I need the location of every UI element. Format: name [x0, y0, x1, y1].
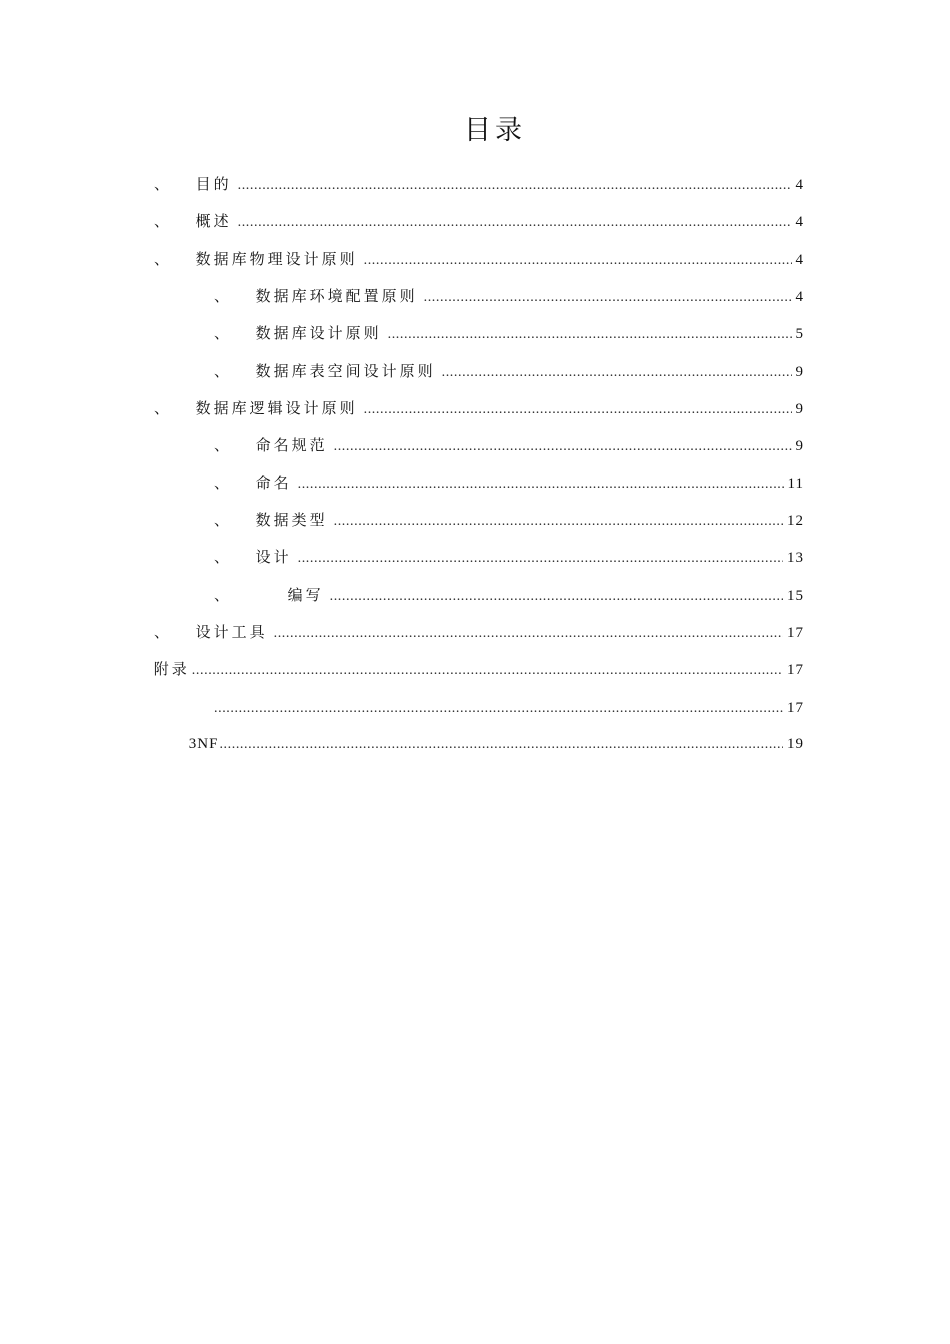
- toc-entry-page: 9: [795, 438, 804, 454]
- toc-entry[interactable]: [154, 621, 804, 643]
- toc-entry[interactable]: [154, 397, 804, 419]
- toc-entry-mark: 、: [154, 623, 173, 641]
- toc-entry[interactable]: [154, 173, 804, 195]
- toc-entry-label: [154, 397, 358, 419]
- toc-entry-mark: 、: [214, 474, 233, 492]
- toc-entry-text: 概述: [195, 212, 232, 230]
- toc-leader-dots: [442, 362, 792, 384]
- toc-entry-label: [214, 322, 382, 344]
- toc-entry-text: 数据类型: [255, 511, 328, 529]
- toc-entry-page: 4: [795, 252, 804, 268]
- toc-leader-dots: [298, 474, 784, 496]
- toc-entry-page: 4: [795, 177, 804, 193]
- toc-entry-mark: 、: [154, 212, 173, 230]
- toc-entry[interactable]: [214, 434, 804, 456]
- toc-entry[interactable]: [214, 584, 804, 606]
- toc-entry-label: [214, 434, 328, 456]
- toc-entry-label: [214, 584, 324, 606]
- toc-leader-dots: [192, 660, 783, 682]
- toc-entry-mark: 、: [214, 324, 233, 342]
- toc-entry-page: 11: [787, 476, 804, 492]
- toc-entry-mark: 、: [214, 586, 233, 604]
- toc-leader-dots: [238, 175, 792, 197]
- toc-leader-dots: [364, 399, 792, 421]
- toc-entry-text: 附录: [153, 660, 190, 678]
- toc-entry-page: 4: [795, 289, 804, 305]
- toc-title: 目录: [464, 115, 526, 146]
- toc-leader-dots: [238, 212, 792, 234]
- toc-entry[interactable]: [214, 360, 804, 382]
- toc-entry[interactable]: [214, 322, 804, 344]
- toc-entry[interactable]: [146, 658, 804, 680]
- toc-entry-mark: 、: [154, 250, 173, 268]
- toc-entry-mark: 、: [154, 399, 173, 417]
- toc-entry-text: 数据库表空间设计原则: [255, 362, 436, 380]
- toc-entry-text: 设计工具: [195, 623, 268, 641]
- toc-entry-text: 设计: [255, 548, 292, 566]
- toc-entry-text: 命名: [255, 474, 292, 492]
- toc-entry-page: 9: [795, 364, 804, 380]
- toc-entry-text: 数据库逻辑设计原则: [195, 399, 358, 417]
- toc-entry-text: 3NF: [188, 736, 219, 752]
- toc-entry-label: [146, 658, 190, 680]
- toc-entry-label: [154, 210, 232, 232]
- toc-entry-page: 13: [787, 550, 804, 566]
- toc-entry-label: [214, 546, 292, 568]
- toc-entry-label: [184, 733, 218, 755]
- toc-leader-dots: [364, 250, 792, 272]
- toc-entry[interactable]: [214, 509, 804, 531]
- toc-leader-dots: [388, 324, 792, 346]
- toc-leader-dots: [298, 548, 783, 570]
- toc-entry-mark: 、: [214, 436, 233, 454]
- toc-leader-dots: [334, 436, 792, 458]
- toc-entry-label: [154, 173, 232, 195]
- toc-entry-mark: 、: [154, 175, 173, 193]
- toc-entry-text: 数据库设计原则: [255, 324, 382, 342]
- toc-leader-dots: [274, 623, 783, 645]
- toc-entry[interactable]: [184, 733, 804, 755]
- toc-leader-dots: [330, 586, 783, 608]
- toc-entry[interactable]: [214, 472, 804, 494]
- toc-entry-text: 命名规范: [255, 436, 328, 454]
- toc-entry-label: [214, 360, 436, 382]
- toc-entry-text: 数据库环境配置原则: [255, 287, 418, 305]
- toc-leader-dots: [219, 734, 783, 756]
- toc-entry-label: [154, 621, 268, 643]
- toc-entry-page: 15: [787, 588, 804, 604]
- toc-entry[interactable]: [214, 546, 804, 568]
- toc-entry-page: 17: [787, 700, 804, 716]
- toc-entry[interactable]: [154, 248, 804, 270]
- toc-leader-dots: [424, 287, 792, 309]
- toc-entry-mark: 、: [214, 362, 233, 380]
- toc-leader-dots: [334, 511, 783, 533]
- toc-entry-page: 5: [795, 326, 804, 342]
- toc-entry-label: [214, 285, 418, 307]
- toc-entry-text: 编写: [287, 586, 324, 604]
- toc-leader-dots: [214, 698, 783, 720]
- toc-entry-page: 4: [795, 214, 804, 230]
- toc-entry-page: 17: [787, 662, 804, 678]
- toc-entry[interactable]: [214, 285, 804, 307]
- toc-entry-page: 19: [787, 736, 804, 752]
- toc-entry-mark: 、: [214, 548, 233, 566]
- toc-entry-label: [154, 248, 358, 270]
- toc-entry-page: 9: [795, 401, 804, 417]
- toc-entry-text: 目的: [195, 175, 232, 193]
- toc-entry[interactable]: [154, 210, 804, 232]
- toc-entry-mark: 、: [214, 511, 233, 529]
- toc-entry-text: 数据库物理设计原则: [195, 250, 358, 268]
- toc-entry[interactable]: [214, 696, 804, 718]
- toc-entry-page: 12: [787, 513, 804, 529]
- toc-entry-mark: 、: [214, 287, 233, 305]
- toc-entry-label: [214, 509, 328, 531]
- toc-entry-page: 17: [787, 625, 804, 641]
- toc-entry-label: [214, 472, 292, 494]
